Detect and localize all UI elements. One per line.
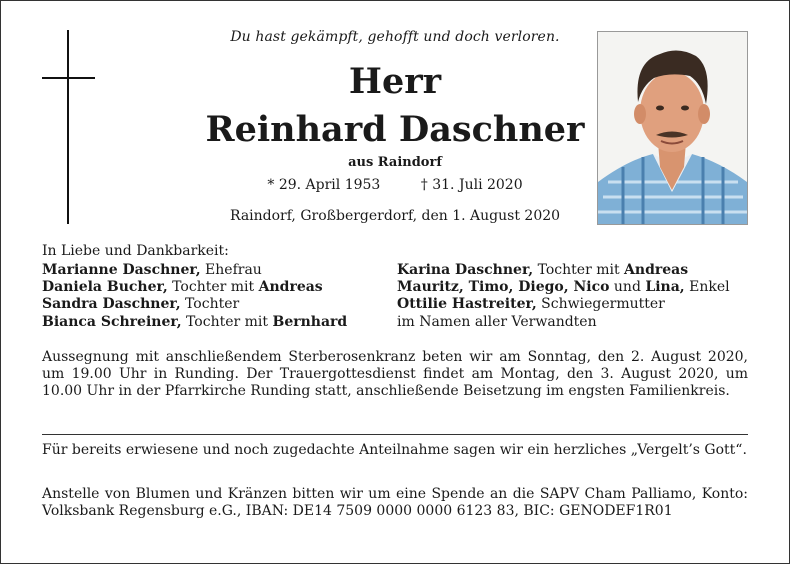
cross-icon (67, 30, 69, 224)
mourner-row (42, 279, 392, 296)
mourners-intro: In Liebe und Dankbarkeit: (42, 243, 229, 259)
birth-date: * 29. April 1953 (267, 177, 381, 193)
divider (42, 434, 748, 435)
mourners-right (397, 262, 752, 331)
thanks-paragraph: Für bereits erwiesene und noch zugedachte Anteilnahme sagen wir ein herzliches „Vergelt’s Gott“. (42, 442, 747, 458)
mourner-relation: Schwiegermutter (536, 296, 665, 313)
mourner-relation: Enkel (684, 279, 730, 296)
mourner-relation: im Namen aller Verwandten (397, 313, 597, 330)
mourner-row (42, 262, 392, 279)
mourner-partner: Bernhard (272, 313, 348, 330)
mourner-partner: Andreas (624, 262, 689, 278)
portrait-photo (597, 31, 748, 225)
mourner-name: Marianne Daschner, (42, 262, 201, 278)
mourner-row (42, 314, 392, 331)
mourner-relation: Tochter (180, 296, 240, 313)
funeral-paragraph: Aussegnung mit anschließendem Sterberosenkranz beten wir am Sonntag, den 2. August 2020, um 19.00 Uhr in Runding. Der Trauergottesdienst findet am Montag, den 3. August 2020, um 10.00 Uhr in der Pfarrkirche Runding statt, anschließende Beisetzung im engsten Familienkreis. (42, 349, 748, 399)
mourner-partner: Andreas (258, 279, 323, 296)
origin: aus Raindorf (348, 155, 442, 170)
mourner-relation: Tochter mit (181, 313, 273, 330)
death-date: † 31. Juli 2020 (420, 177, 523, 193)
mourner-name: Ottilie Hastreiter, (397, 296, 537, 313)
life-dates (120, 177, 670, 193)
salutation: Herr (348, 61, 442, 102)
mourner-row (397, 296, 752, 313)
mourner-partner: Lina, (645, 279, 685, 296)
mourner-name: Sandra Daschner, (42, 296, 181, 313)
mourner-row (42, 296, 392, 313)
mourner-name: Daniela Bucher, (42, 279, 168, 296)
mourner-row (397, 279, 752, 296)
mourner-name: Bianca Schreiner, (42, 313, 182, 330)
mourner-relation: Ehefrau (200, 262, 262, 278)
mourner-relation: und (609, 279, 646, 296)
mourner-name: Mauritz, Timo, Diego, Nico (397, 279, 610, 296)
mourner-row (397, 262, 752, 279)
mourners-left (42, 262, 392, 331)
mourner-row (397, 314, 752, 331)
mourner-name: Karina Daschner, (397, 262, 534, 278)
place-date: Raindorf, Großbergerdorf, den 1. August 2020 (229, 208, 561, 224)
motto: Du hast gekämpft, gehofft und doch verloren. (230, 29, 560, 45)
cross-icon-bar (42, 77, 95, 79)
donation-paragraph: Anstelle von Blumen und Kränzen bitten wir um eine Spende an die SAPV Cham Palliamo, Konto: Volksbank Regensburg e.G., IBAN: DE14 7509 0000 0000 6123 83, BIC: GENODEF1R01 (42, 486, 748, 519)
mourner-relation: Tochter mit (167, 279, 259, 296)
deceased-name: Reinhard Daschner (205, 109, 585, 150)
mourner-relation: Tochter mit (533, 262, 625, 278)
